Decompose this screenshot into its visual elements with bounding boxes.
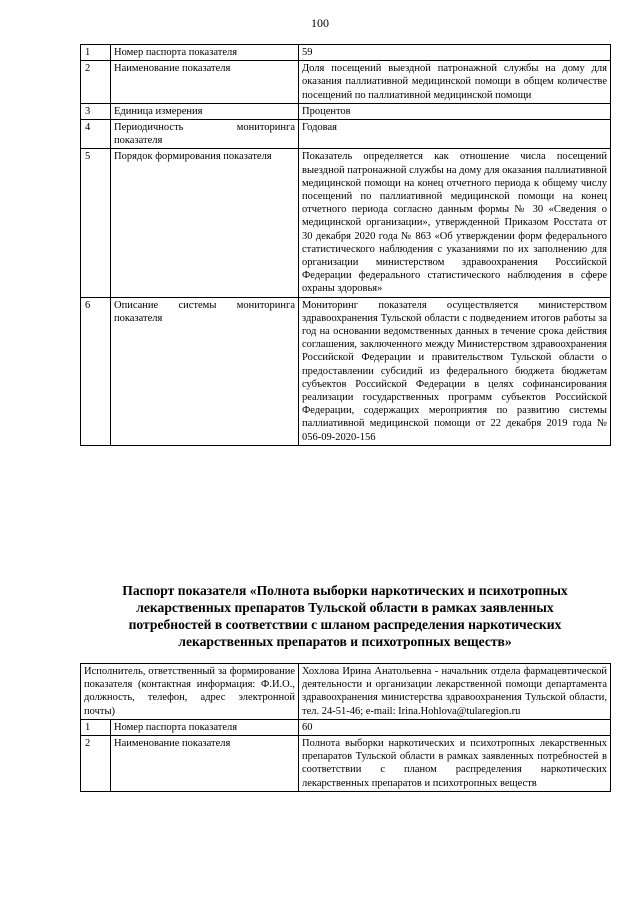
row-number: 3 <box>81 103 111 119</box>
heading-line: лекарственных препаратов Тульской области в рамках заявленных <box>136 600 554 615</box>
row-number: 5 <box>81 149 111 297</box>
row-value: Показатель определяется как отношение числа посещений выездной патронажной службы на дому для оказания паллиативной медицинской помощи на конец отчетного периода к общему числу посещений по паллиативной медицинской помощи на конец отчетного периода согласно данным формы № 30 «Сведения о медицинской организации», утвержденной Приказом Росстата от 30 декабря 2020 года № 863 «Об утверждении форм федерального статистического наблюдения с указаниями по их заполнению для организации министерством здравоохранения Российской Федерации федерального статистического наблюдения в сфере охраны здоровья» <box>299 149 611 297</box>
row-number: 2 <box>81 61 111 104</box>
table-row <box>81 103 611 119</box>
heading-line: лекарственных препаратов и психотропных веществ» <box>178 634 512 649</box>
row-label: Описание системы мониторинга показателя <box>111 297 299 445</box>
row-number: 2 <box>81 736 111 792</box>
row-label: Единица измерения <box>111 103 299 119</box>
row-label: Порядок формирования показателя <box>111 149 299 297</box>
table-row <box>81 61 611 104</box>
row-label: Номер паспорта показателя <box>111 719 299 735</box>
table-row <box>81 719 611 735</box>
executor-value: Хохлова Ирина Анатольевна - начальник отдела фармацевтической деятельности и организации лекарственной помощи департамента здравоохранения министерства здравоохранения Тульской области, тел. 24-51-46; e-mail: Irina.Hohlova@tularegion.ru <box>299 664 611 720</box>
heading-line: Паспорт показателя «Полнота выборки наркотических и психотропных <box>122 583 568 598</box>
row-value: 60 <box>299 719 611 735</box>
row-number: 4 <box>81 120 111 149</box>
row-value: Годовая <box>299 120 611 149</box>
section-heading <box>70 582 620 650</box>
row-label: Периодичность мониторинга показателя <box>111 120 299 149</box>
row-value: Процентов <box>299 103 611 119</box>
table-row <box>81 297 611 445</box>
row-number: 1 <box>81 719 111 735</box>
row-value: Полнота выборки наркотических и психотропных лекарственных препаратов Тульской области в рамках заявленных потребностей в соответствии с планом распределения наркотических лекарственных препаратов и психотропных веществ <box>299 736 611 792</box>
page-number: 100 <box>311 16 329 30</box>
indicator-passport-table-59 <box>80 44 611 446</box>
row-number: 6 <box>81 297 111 445</box>
row-value: Доля посещений выездной патронажной службы на дому для оказания паллиативной медицинской помощи в общем количестве посещений по паллиативной медицинской помощи <box>299 61 611 104</box>
table-row <box>81 120 611 149</box>
executor-label: Исполнитель, ответственный за формирование показателя (контактная информация: Ф.И.О., должность, телефон, адрес электронной почты) <box>81 664 299 720</box>
indicator-passport-table-60 <box>80 663 611 792</box>
row-label: Наименование показателя <box>111 736 299 792</box>
table-row <box>81 149 611 297</box>
row-label: Номер паспорта показателя <box>111 45 299 61</box>
row-value: Мониторинг показателя осуществляется министерством здравоохранения Тульской области с подведением итогов работы за год на основании ведомственных данных в течение срока действия соглашения, заключенного между Министерством здравоохранения Российской Федерации и правительством Тульской области о предоставлении субсидий из федерального бюджета бюджетам субъектов Российской Федерации в целях софинансирования реализации государственных программ субъектов Российской Федерации, содержащих мероприятия по развитию системы паллиативной медицинской помощи от 22 декабря 2019 года № 056-09-2020-156 <box>299 297 611 445</box>
executor-row <box>81 664 611 720</box>
table-row <box>81 736 611 792</box>
row-label: Наименование показателя <box>111 61 299 104</box>
row-value: 59 <box>299 45 611 61</box>
table-row <box>81 45 611 61</box>
row-number: 1 <box>81 45 111 61</box>
heading-line: потребностей в соответствии с шланом распределения наркотических <box>128 617 562 632</box>
